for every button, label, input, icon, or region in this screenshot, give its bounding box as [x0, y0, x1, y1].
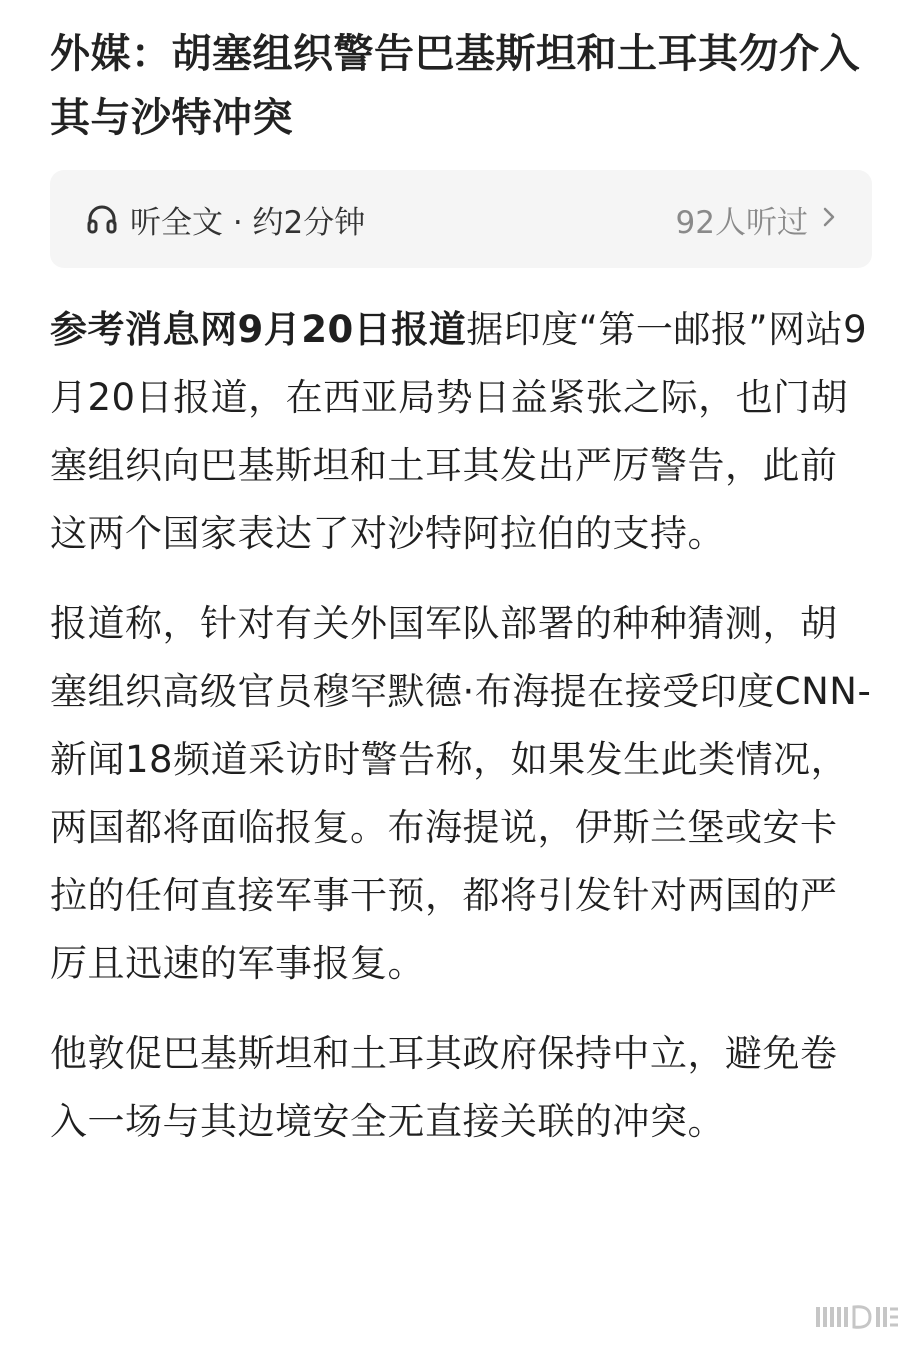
listen-count: 92人听过 [675, 204, 808, 241]
listen-full-text-bar[interactable] [50, 170, 872, 268]
chevron-right-icon [822, 201, 836, 237]
paragraph-2: 报道称，针对有关外国军队部署的种种猜测，胡塞组织高级官员穆罕默德·布海提在接受印度CNN-新闻18频道采访时警告称，如果发生此类情况，两国都将面临报复。布海提说，伊斯兰堡或安卡拉的任何直接军事干预，都将引发针对两国的严厉且迅速的军事报复。 [50, 602, 872, 985]
paragraph-3: 他敦促巴基斯坦和土耳其政府保持中立，避免卷入一场与其边境安全无直接关联的冲突。 [50, 1032, 838, 1143]
listen-left-group [84, 197, 365, 242]
watermark-icon [814, 1299, 900, 1333]
listen-label: 听全文 · 约2分钟 [130, 204, 366, 241]
article-title: 外媒：胡塞组织警告巴基斯坦和土耳其勿介入其与沙特冲突 [50, 31, 860, 141]
paragraph-text: 据印度“第一邮报”网站9月20日报道，在西亚局势日益紧张之际，也门胡塞组织向巴基斯坦和土耳其发出严厉警告，此前这两个国家表达了对沙特阿拉伯的支持。 [50, 308, 868, 555]
paragraph-1 [50, 296, 872, 568]
article-body [50, 296, 872, 1178]
listen-count-group[interactable] [676, 197, 836, 242]
paragraph-lead: 参考消息网9月20日报道 [50, 308, 467, 351]
watermark-logo [814, 1299, 900, 1333]
headphones-icon [84, 201, 120, 237]
